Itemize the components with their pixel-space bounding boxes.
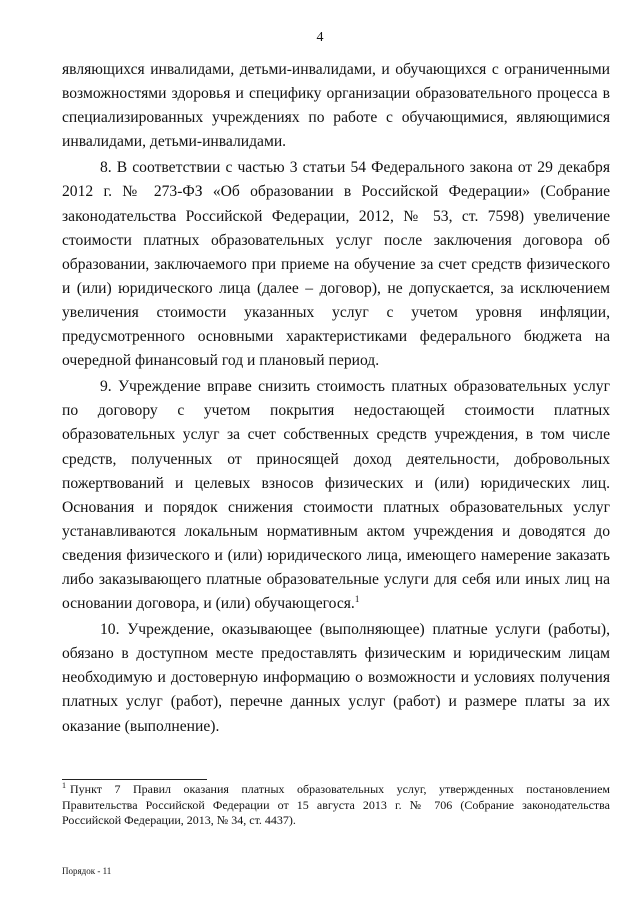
paragraph-continuation: являющихся инвалидами, детьми-инвалидами, и обучающихся с ограниченными возможностями здоровья и специфику организации образовательного процесса в специализированных учреждениях по работе с обучающимися, являющимися инвалидами, детьми-инвалидами.: [62, 61, 610, 151]
footnote: [62, 782, 610, 829]
paragraph-10: 10. Учреждение, оказывающее (выполняющее) платные услуги (работы), обязано в доступном месте предоставлять физическим и юридическим лицам необходимую и достоверную информацию о возможности и условиях получения платных услуг (работ), перечне данных услуг (работ) и размере платы за их оказание (выполнение).: [62, 621, 610, 735]
document-body: [62, 58, 610, 739]
paragraph-9-text: 9. Учреждение вправе снизить стоимость платных образовательных услуг по договору с учетом покрытия недостающей стоимости платных образовательных услуг за счет собственных средств учреждения, в том числе средств, полученных от приносящей доход деятельности, добровольных пожертвований и целевых взносов физических и (или) юридических лиц. Основания и порядок снижения стоимости платных образовательных услуг устанавливаются локальным нормативным актом учреждения и доводятся до сведения физического и (или) юридического лица, имеющего намерение заказать либо заказывающего платные образовательные услуги для себя или иных лиц на основании договора, и (или) обучающегося.: [62, 378, 610, 613]
document-footer-label: Порядок - 11: [62, 866, 112, 876]
footnote-reference: 1: [354, 593, 360, 604]
footnote-number: 1: [62, 781, 66, 790]
footnote-text: Пункт 7 Правил оказания платных образовательных услуг, утвержденных постановлением Правительства Российской Федерации от 15 августа 2013 г. № 706 (Собрание законодательства Российской Федерации, 2013, № 34, ст. 4437).: [62, 782, 610, 827]
paragraph-9: [62, 375, 610, 616]
paragraph-8: 8. В соответствии с частью 3 статьи 54 Федерального закона от 29 декабря 2012 г. № 273-ФЗ «Об образовании в Российской Федерации» (Собрание законодательства Российской Федерации, 2012, № 53, ст. 7598) увеличение стоимости платных образовательных услуг после заключения договора об образовании, заключаемого при приеме на обучение за счет средств физического и (или) юридического лица (далее – договор), не допускается, за исключением увеличения стоимости указанных услуг с учетом уровня инфляции, предусмотренного основными характеристиками федерального бюджета на очередной финансовый год и плановый период.: [62, 159, 610, 370]
footnote-separator: [62, 779, 207, 780]
page-number: 4: [316, 30, 324, 45]
